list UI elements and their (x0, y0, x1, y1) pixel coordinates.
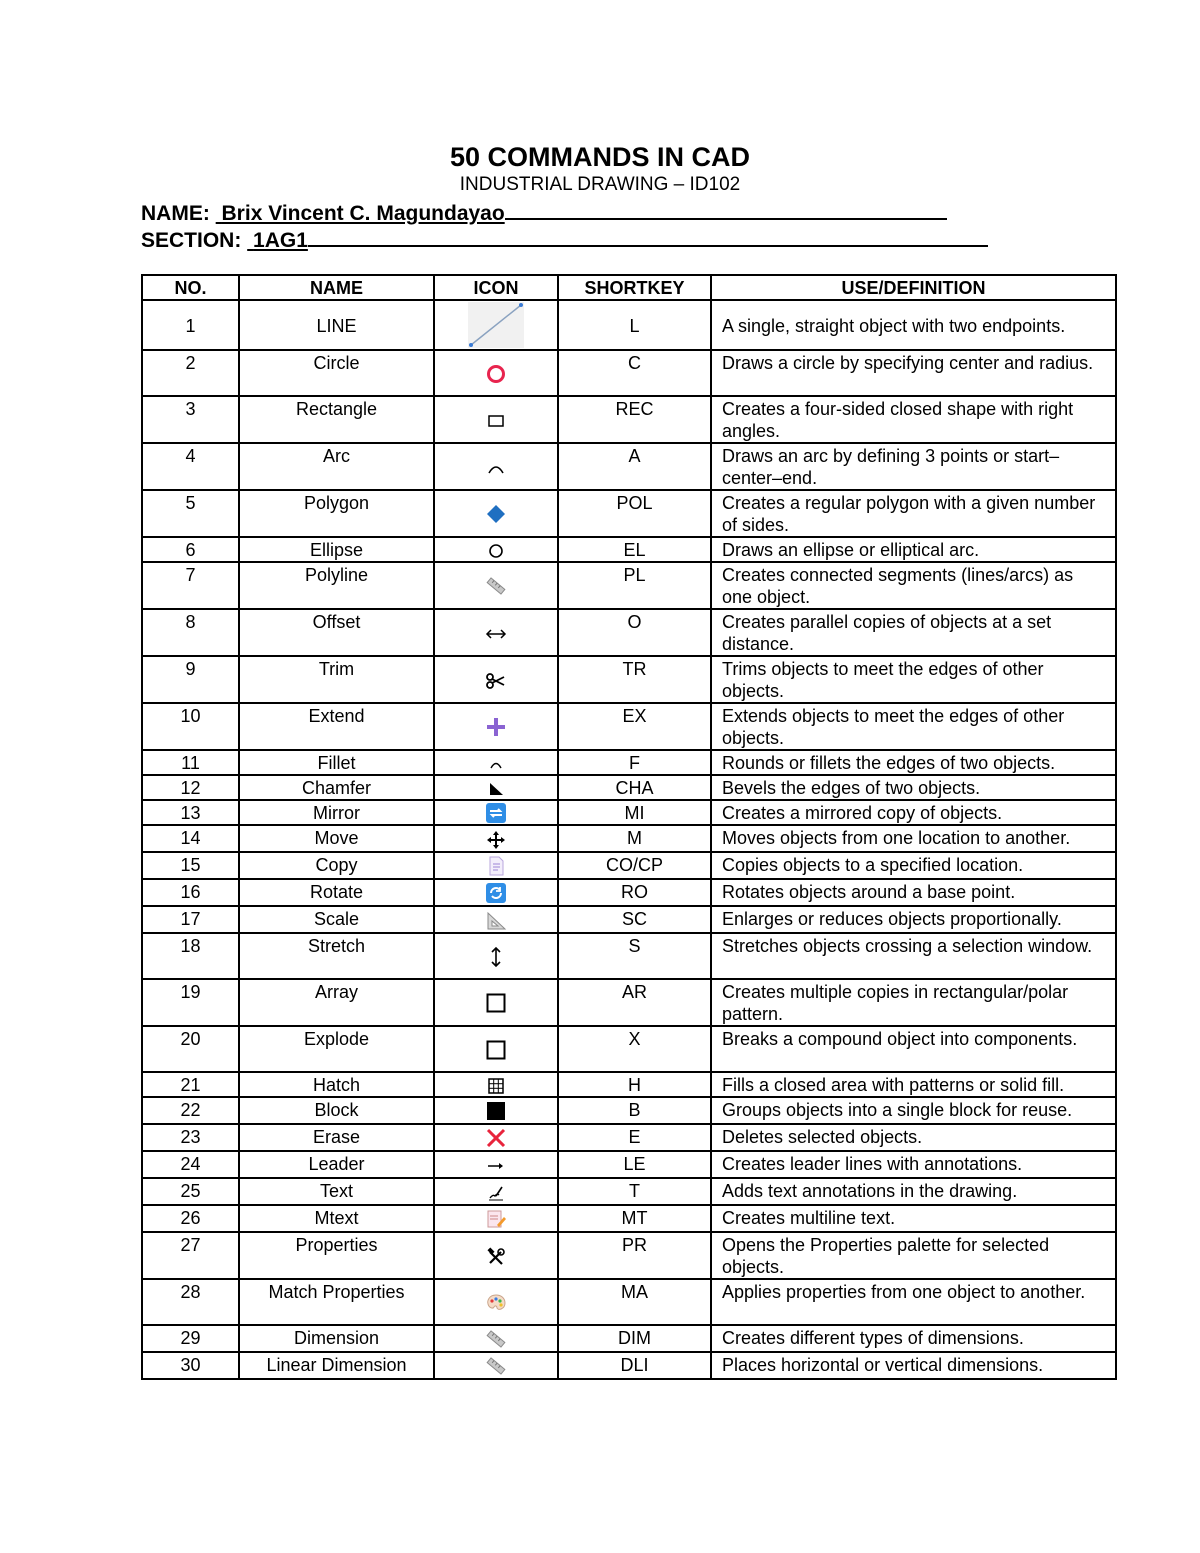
command-icon-cell (434, 1097, 558, 1124)
command-icon-cell (434, 609, 558, 656)
command-name: Fillet (239, 750, 434, 775)
square-outline-icon (485, 992, 507, 1014)
table-row (142, 609, 1116, 656)
command-icon-cell (434, 537, 558, 562)
plus-icon (485, 716, 507, 738)
row-number: 29 (142, 1325, 239, 1352)
row-number: 17 (142, 906, 239, 933)
command-definition: Deletes selected objects. (711, 1124, 1116, 1151)
row-number: 14 (142, 825, 239, 852)
table-row (142, 1205, 1116, 1232)
command-shortkey: F (558, 750, 711, 775)
row-number: 2 (142, 350, 239, 396)
column-header: NAME (239, 275, 434, 300)
command-shortkey: REC (558, 396, 711, 443)
memo-icon (485, 1208, 507, 1230)
up-down-arrow-icon (489, 946, 503, 968)
command-name: Block (239, 1097, 434, 1124)
command-definition: Applies properties from one object to another. (711, 1279, 1116, 1325)
filled-square-icon (485, 1100, 507, 1122)
commands-table (141, 274, 1117, 1380)
command-definition: Draws an ellipse or elliptical arc. (711, 537, 1116, 562)
column-header: ICON (434, 275, 558, 300)
table-row (142, 933, 1116, 979)
command-definition: Creates a four-sided closed shape with right angles. (711, 396, 1116, 443)
row-number: 13 (142, 800, 239, 825)
table-row (142, 979, 1116, 1026)
command-name: Rotate (239, 879, 434, 906)
command-shortkey: B (558, 1097, 711, 1124)
command-icon-cell (434, 703, 558, 750)
square-outline-icon (485, 1039, 507, 1061)
command-name: Rectangle (239, 396, 434, 443)
command-shortkey: M (558, 825, 711, 852)
table-row (142, 825, 1116, 852)
command-shortkey: E (558, 1124, 711, 1151)
command-name: Explode (239, 1026, 434, 1072)
command-definition: Adds text annotations in the drawing. (711, 1178, 1116, 1205)
command-definition: Creates a regular polygon with a given number of sides. (711, 490, 1116, 537)
command-shortkey: MT (558, 1205, 711, 1232)
command-icon-cell (434, 979, 558, 1026)
command-icon-cell (434, 1026, 558, 1072)
command-name: Stretch (239, 933, 434, 979)
name-underline (505, 200, 947, 220)
row-number: 20 (142, 1026, 239, 1072)
row-number: 10 (142, 703, 239, 750)
command-definition: Creates multiple copies in rectangular/polar pattern. (711, 979, 1116, 1026)
row-number: 19 (142, 979, 239, 1026)
command-icon-cell (434, 906, 558, 933)
column-header: NO. (142, 275, 239, 300)
command-definition: Stretches objects crossing a selection window. (711, 933, 1116, 979)
table-row (142, 490, 1116, 537)
command-definition: Creates leader lines with annotations. (711, 1151, 1116, 1178)
row-number: 3 (142, 396, 239, 443)
writing-hand-icon (487, 1184, 505, 1202)
command-shortkey: CHA (558, 775, 711, 800)
grid-icon (487, 1077, 505, 1095)
row-number: 15 (142, 852, 239, 879)
command-name: Text (239, 1178, 434, 1205)
command-shortkey: EX (558, 703, 711, 750)
section-field (141, 227, 988, 253)
table-row (142, 800, 1116, 825)
command-name: Hatch (239, 1072, 434, 1097)
row-number: 24 (142, 1151, 239, 1178)
command-name: Ellipse (239, 537, 434, 562)
command-definition: Creates parallel copies of objects at a set distance. (711, 609, 1116, 656)
table-row (142, 443, 1116, 490)
command-shortkey: EL (558, 537, 711, 562)
command-definition: Opens the Properties palette for selected objects. (711, 1232, 1116, 1279)
command-definition: Draws an arc by defining 3 points or start–center–end. (711, 443, 1116, 490)
row-number: 26 (142, 1205, 239, 1232)
table-row (142, 1026, 1116, 1072)
command-name: Dimension (239, 1325, 434, 1352)
table-row (142, 1178, 1116, 1205)
command-icon-cell (434, 1178, 558, 1205)
row-number: 7 (142, 562, 239, 609)
move-arrows-icon (486, 830, 506, 850)
command-icon-cell (434, 1232, 558, 1279)
row-number: 6 (142, 537, 239, 562)
command-definition: Copies objects to a specified location. (711, 852, 1116, 879)
command-name: Array (239, 979, 434, 1026)
command-shortkey: MA (558, 1279, 711, 1325)
command-definition: Groups objects into a single block for reuse. (711, 1097, 1116, 1124)
command-name: Polygon (239, 490, 434, 537)
table-row (142, 1279, 1116, 1325)
row-number: 11 (142, 750, 239, 775)
rectangle-icon (487, 414, 505, 428)
table-row (142, 703, 1116, 750)
table-row (142, 1124, 1116, 1151)
row-number: 22 (142, 1097, 239, 1124)
ruler-icon (485, 575, 507, 597)
command-shortkey: H (558, 1072, 711, 1097)
ruler-icon (485, 1355, 507, 1377)
command-shortkey: AR (558, 979, 711, 1026)
table-row (142, 1097, 1116, 1124)
row-number: 25 (142, 1178, 239, 1205)
command-name: Circle (239, 350, 434, 396)
arc-icon (486, 461, 506, 475)
command-shortkey: RO (558, 879, 711, 906)
command-icon-cell (434, 1151, 558, 1178)
command-shortkey: L (558, 300, 711, 350)
row-number: 16 (142, 879, 239, 906)
table-row (142, 1232, 1116, 1279)
name-value: Brix Vincent C. Magundayao (221, 202, 505, 225)
rotate-icon (485, 882, 507, 904)
command-icon-cell (434, 1124, 558, 1151)
command-definition: Draws a circle by specifying center and radius. (711, 350, 1116, 396)
command-icon-cell (434, 396, 558, 443)
command-shortkey: S (558, 933, 711, 979)
row-number: 1 (142, 300, 239, 350)
command-icon-cell (434, 879, 558, 906)
right-arrow-icon (486, 1160, 506, 1172)
table-row (142, 1325, 1116, 1352)
table-row (142, 1151, 1116, 1178)
command-definition: Creates connected segments (lines/arcs) as one object. (711, 562, 1116, 609)
row-number: 18 (142, 933, 239, 979)
command-name: Trim (239, 656, 434, 703)
command-definition: Creates different types of dimensions. (711, 1325, 1116, 1352)
table-row (142, 350, 1116, 396)
diamond-icon (485, 503, 507, 525)
command-definition: A single, straight object with two endpoints. (711, 300, 1116, 350)
table-row (142, 562, 1116, 609)
ruler-icon (485, 1328, 507, 1350)
row-number: 8 (142, 609, 239, 656)
command-name: Leader (239, 1151, 434, 1178)
table-row (142, 879, 1116, 906)
command-icon-cell (434, 1279, 558, 1325)
command-definition: Moves objects from one location to another. (711, 825, 1116, 852)
command-icon-cell (434, 933, 558, 979)
command-definition: Enlarges or reduces objects proportionally. (711, 906, 1116, 933)
command-shortkey: PL (558, 562, 711, 609)
command-shortkey: C (558, 350, 711, 396)
command-icon-cell (434, 300, 558, 350)
scissors-icon (485, 671, 507, 691)
command-icon-cell (434, 1205, 558, 1232)
command-shortkey: T (558, 1178, 711, 1205)
row-number: 9 (142, 656, 239, 703)
row-number: 5 (142, 490, 239, 537)
mirror-repeat-icon (485, 802, 507, 824)
command-shortkey: DLI (558, 1352, 711, 1379)
command-name: Extend (239, 703, 434, 750)
command-icon-cell (434, 825, 558, 852)
row-number: 23 (142, 1124, 239, 1151)
command-shortkey: POL (558, 490, 711, 537)
command-name: Arc (239, 443, 434, 490)
table-row (142, 1352, 1116, 1379)
document-header (0, 140, 1200, 196)
command-icon-cell (434, 350, 558, 396)
command-definition: Rotates objects around a base point. (711, 879, 1116, 906)
row-number: 4 (142, 443, 239, 490)
table-row (142, 906, 1116, 933)
command-shortkey: X (558, 1026, 711, 1072)
command-name: Offset (239, 609, 434, 656)
circle-icon (485, 363, 507, 385)
command-shortkey: O (558, 609, 711, 656)
set-square-icon (485, 911, 507, 931)
command-definition: Rounds or fillets the edges of two objects. (711, 750, 1116, 775)
row-number: 21 (142, 1072, 239, 1097)
command-shortkey: MI (558, 800, 711, 825)
command-name: Move (239, 825, 434, 852)
table-row (142, 300, 1116, 350)
table-row (142, 1072, 1116, 1097)
column-header: USE/DEFINITION (711, 275, 1116, 300)
command-shortkey: SC (558, 906, 711, 933)
command-icon-cell (434, 562, 558, 609)
command-icon-cell (434, 656, 558, 703)
command-name: Properties (239, 1232, 434, 1279)
row-number: 30 (142, 1352, 239, 1379)
document-title: 50 COMMANDS IN CAD (449, 142, 751, 172)
hammer-wrench-icon (486, 1247, 506, 1267)
command-shortkey: LE (558, 1151, 711, 1178)
command-definition: Breaks a compound object into components. (711, 1026, 1116, 1072)
command-name: Mirror (239, 800, 434, 825)
command-name: Copy (239, 852, 434, 879)
command-name: Chamfer (239, 775, 434, 800)
row-number: 28 (142, 1279, 239, 1325)
command-icon-cell (434, 443, 558, 490)
command-shortkey: A (558, 443, 711, 490)
command-icon-cell (434, 800, 558, 825)
table-row (142, 537, 1116, 562)
row-number: 12 (142, 775, 239, 800)
command-icon-cell (434, 1352, 558, 1379)
command-name: LINE (239, 300, 434, 350)
fillet-arc-icon (488, 758, 504, 770)
document-subtitle: INDUSTRIAL DRAWING – ID102 (459, 174, 741, 195)
command-shortkey: CO/CP (558, 852, 711, 879)
command-definition: Bevels the edges of two objects. (711, 775, 1116, 800)
command-definition: Places horizontal or vertical dimensions. (711, 1352, 1116, 1379)
table-row (142, 852, 1116, 879)
command-name: Erase (239, 1124, 434, 1151)
command-name: Mtext (239, 1205, 434, 1232)
command-icon-cell (434, 852, 558, 879)
table-row (142, 396, 1116, 443)
section-label: SECTION: (141, 229, 242, 252)
column-header: SHORTKEY (558, 275, 711, 300)
palette-icon (485, 1293, 507, 1313)
copy-document-icon (486, 855, 506, 877)
row-number: 27 (142, 1232, 239, 1279)
command-definition: Fills a closed area with patterns or solid fill. (711, 1072, 1116, 1097)
name-label: NAME: (141, 202, 210, 225)
table-header-row (142, 275, 1116, 300)
command-definition: Trims objects to meet the edges of other objects. (711, 656, 1116, 703)
line-icon (467, 301, 525, 349)
command-definition: Creates a mirrored copy of objects. (711, 800, 1116, 825)
table-row (142, 656, 1116, 703)
command-icon-cell (434, 1325, 558, 1352)
command-icon-cell (434, 775, 558, 800)
command-name: Match Properties (239, 1279, 434, 1325)
section-underline (308, 227, 988, 247)
cross-mark-icon (485, 1127, 507, 1149)
command-icon-cell (434, 1072, 558, 1097)
command-name: Scale (239, 906, 434, 933)
command-icon-cell (434, 490, 558, 537)
chamfer-triangle-icon (487, 781, 505, 797)
command-definition: Creates multiline text. (711, 1205, 1116, 1232)
table-row (142, 775, 1116, 800)
table-row (142, 750, 1116, 775)
command-shortkey: PR (558, 1232, 711, 1279)
command-definition: Extends objects to meet the edges of other objects. (711, 703, 1116, 750)
command-name: Polyline (239, 562, 434, 609)
section-value: 1AG1 (253, 229, 308, 252)
left-right-arrow-icon (485, 627, 507, 641)
command-icon-cell (434, 750, 558, 775)
command-shortkey: DIM (558, 1325, 711, 1352)
name-field (141, 200, 947, 226)
command-shortkey: TR (558, 656, 711, 703)
ellipse-icon (487, 542, 505, 560)
command-name: Linear Dimension (239, 1352, 434, 1379)
